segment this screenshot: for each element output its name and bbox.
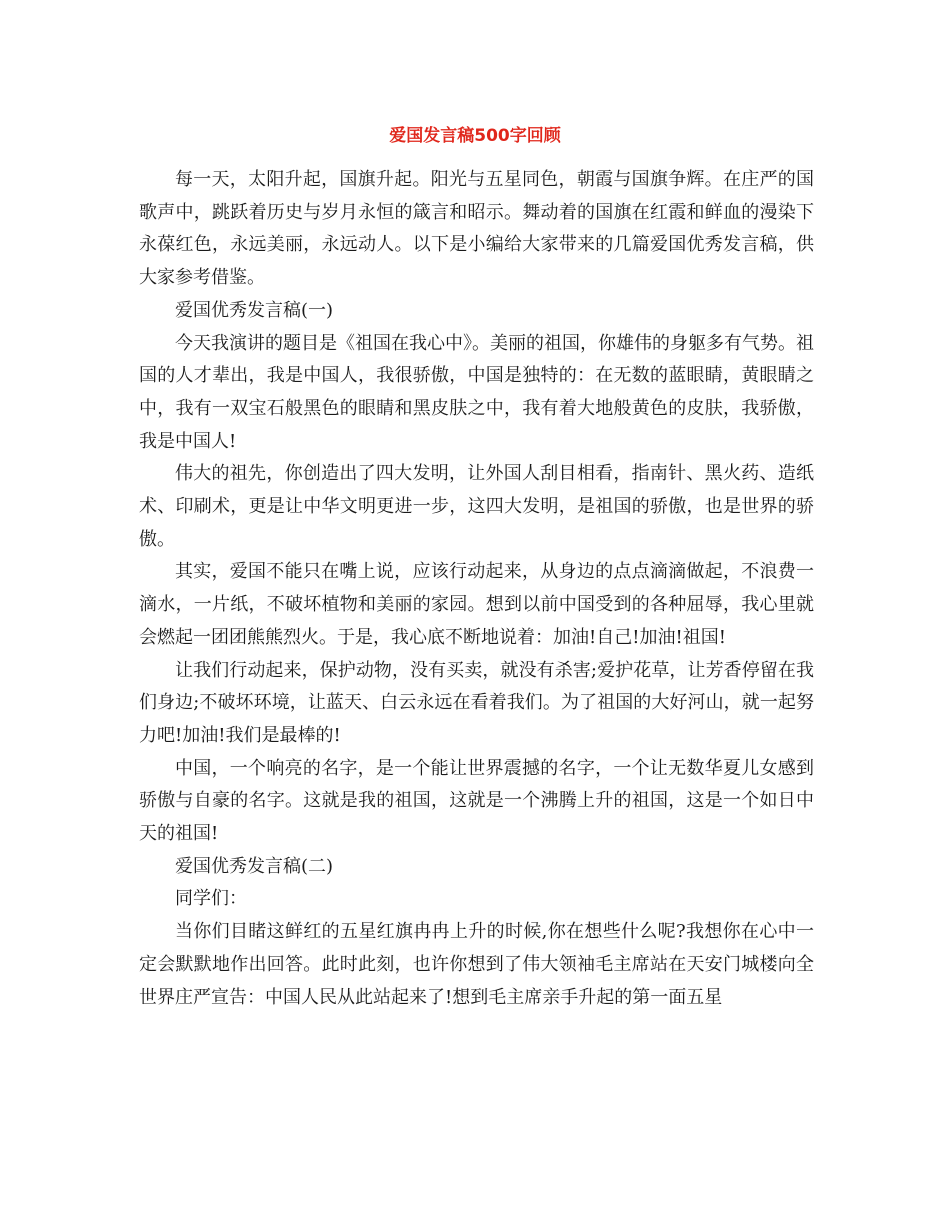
document-body [139, 164, 814, 1014]
section-heading-one: 爱国优秀发言稿(一) [175, 299, 334, 321]
paragraph: 当你们目睹这鲜红的五星红旗冉冉上升的时候,你在想些什么呢?我想你在心中一定会默默地作出回答。此时此刻，也许你想到了伟大领袖毛主席站在天安门城楼向全世界庄严宣告：中国人民从此站起来了!想到毛主席亲手升起的第一面五星 [139, 921, 814, 1008]
section-heading-two: 爱国优秀发言稿(二) [175, 855, 334, 877]
paragraph: 今天我演讲的题目是《祖国在我心中》。美丽的祖国，你雄伟的身躯多有气势。祖国的人才辈出，我是中国人，我很骄傲，中国是独特的：在无数的蓝眼睛，黄眼睛之中，我有一双宝石般黑色的眼睛和黑皮肤之中，我有着大地般黄色的皮肤，我骄傲，我是中国人! [139, 332, 814, 452]
document-title: 爱国发言稿500字回顾 [389, 126, 561, 146]
salutation: 同学们： [175, 888, 247, 910]
paragraph: 中国，一个响亮的名字，是一个能让世界震撼的名字，一个让无数华夏儿女感到骄傲与自豪的名字。这就是我的祖国，这就是一个沸腾上升的祖国，这是一个如日中天的祖国! [139, 757, 814, 845]
paragraph: 让我们行动起来，保护动物，没有买卖，就没有杀害;爱护花草，让芳香停留在我们身边;不破坏环境，让蓝天、白云永远在看着我们。为了祖国的大好河山，就一起努力吧!加油!我们是最棒的! [139, 659, 814, 746]
paragraph: 其实，爱国不能只在嘴上说，应该行动起来，从身边的点点滴滴做起，不浪费一滴水，一片纸，不破坏植物和美丽的家园。想到以前中国受到的各种屈辱，我心里就会燃起一团团熊熊烈火。于是，我心底不断地说着：加油!自己!加油!祖国! [139, 561, 814, 648]
paragraph: 伟大的祖先，你创造出了四大发明，让外国人刮目相看，指南针、黑火药、造纸术、印刷术，更是让中华文明更进一步，这四大发明，是祖国的骄傲，也是世界的骄傲。 [139, 463, 814, 550]
paragraph-intro: 每一天，太阳升起，国旗升起。阳光与五星同色，朝霞与国旗争辉。在庄严的国歌声中，跳跃着历史与岁月永恒的箴言和昭示。舞动着的国旗在红霞和鲜血的漫染下永葆红色，永远美丽，永远动人。以下是小编给大家带来的几篇爱国优秀发言稿，供大家参考借鉴。 [139, 169, 814, 289]
